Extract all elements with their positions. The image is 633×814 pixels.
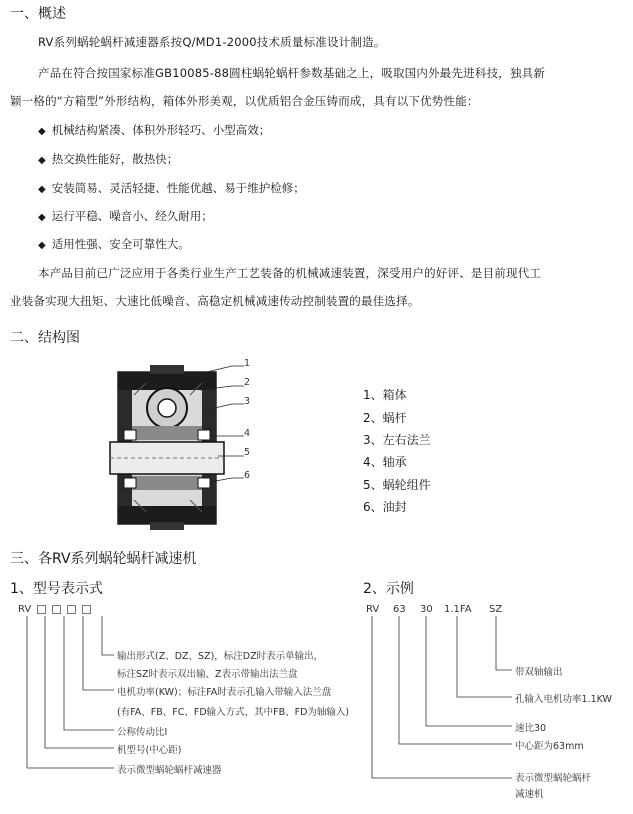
example-note: 孔输入电机功率1.1KW [515,694,612,705]
example-note: 带双轴输出 [515,667,563,678]
legend-item: 3、左右法兰 [363,433,431,447]
section2-title: 二、结构图 [10,330,80,346]
subsection2-title: 2、示例 [363,581,414,597]
subsection1-title: 1、型号表示式 [10,581,103,597]
intro-text: RV系列蜗轮蜗杆减速器系按Q/MD1-2000技术质量标准设计制造。 [38,35,386,49]
example-note: 表示微型蜗轮蜗杆 [515,773,592,784]
diamond-icon: ◆ [38,184,46,195]
example-code-ratio: 30 [420,604,433,615]
callout-number: 6 [244,470,251,481]
para2-line2: 颖一格的“方箱型”外形结构，箱体外形美观，以优质铝合金压铸而成，具有以下优势性能： [10,94,479,108]
example-note: 减速机 [515,789,544,800]
example-code-output: SZ [489,604,503,615]
legend-item: 2、蜗杆 [363,411,407,425]
model-code: RV [18,604,97,615]
legend-item: 6、油封 [363,500,407,514]
note-line: 机型号(中心距) [117,745,182,756]
callout-number: 5 [244,447,251,458]
section3-title: 三、各RV系列蜗轮蜗杆减速机 [10,551,197,567]
example-code-power: 1.1FA [444,604,472,615]
diamond-icon: ◆ [38,212,46,223]
bullet-item: ◆ 运行平稳、噪音小、经久耐用； [38,209,213,223]
bullet-item: ◆ 热交换性能好，散热快； [38,152,179,166]
callout-number: 1 [244,358,251,369]
callout-number: 3 [244,396,251,407]
diamond-icon: ◆ [38,240,46,251]
note-line: 标注SZ时表示双出输、Z表示带输出法兰盘 [117,669,298,680]
para3-line2: 业装备实现大扭矩、大速比低噪音、高稳定机械减速传动控制装置的最佳选择。 [10,294,420,308]
bullet-item: ◆ 机械结构紧凑、体积外形轻巧、小型高效； [38,123,271,137]
note-line: 表示微型蜗轮蜗杆减速器 [117,765,222,776]
para3-line1: 本产品目前已广泛应用于各类行业生产工艺装备的机械减速装置，深受用户的好评、是目前现代工 [38,266,542,280]
diamond-icon: ◆ [38,126,46,137]
example-code-rv: RV [366,604,380,615]
legend-item: 4、轴承 [363,455,407,469]
callout-number: 4 [244,428,251,439]
note-line: 电机功率(KW)；标注FA时表示孔输入带输入法兰盘 [117,687,332,698]
legend-item: 1、箱体 [363,388,407,402]
note-line: (有FA、FB、FC、FD输入方式，其中FB、FD为轴输入) [117,707,350,718]
note-line: 输出形式(Z、DZ、SZ)，标注DZ时表示单输出， [117,651,324,662]
bullet-item: ◆ 适用性强、安全可靠性大。 [38,237,190,251]
legend-item: 5、蜗轮组件 [363,478,431,492]
example-note: 中心距为63mm [515,741,584,752]
callout-number: 2 [244,377,251,388]
section1-title: 一、概述 [10,6,66,22]
bullet-item: ◆ 安装简易、灵活轻捷、性能优越、易于维护检修； [38,181,305,195]
diamond-icon: ◆ [38,155,46,166]
example-note: 速比30 [515,723,547,734]
note-line: 公称传动比I [117,727,168,738]
example-code-size: 63 [393,604,406,615]
para2-line1: 产品在符合按国家标准GB10085-88圆柱蜗轮蜗杆参数基础之上，吸取国内外最先进科技，独具新 [38,66,546,80]
